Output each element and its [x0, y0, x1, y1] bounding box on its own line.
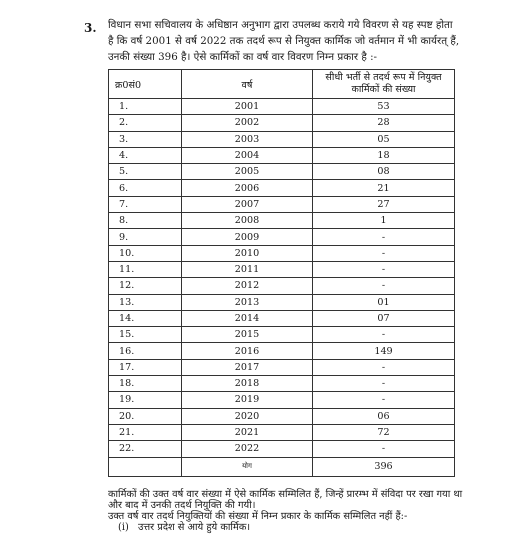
table-row: [109, 115, 455, 131]
table-row: [109, 392, 455, 408]
table-row: [109, 310, 455, 326]
header-year: वर्ष: [182, 70, 313, 99]
row-serial-number: 22.: [109, 441, 182, 457]
intro-line: विधान सभा सचिवालय के अधिष्ठान अनुभाग द्वारा उपलब्ध कराये गये विवरण से यह स्पष्ट होता: [108, 19, 453, 31]
table-row: [109, 245, 455, 261]
table-row: [109, 424, 455, 440]
row-count: 05: [313, 131, 455, 147]
row-count: 07: [313, 310, 455, 326]
table-row: [109, 164, 455, 180]
row-serial-number: 19.: [109, 392, 182, 408]
row-year: 2013: [182, 294, 313, 310]
intro-paragraph: [108, 17, 468, 65]
row-serial-number: 13.: [109, 294, 182, 310]
row-year: 2012: [182, 278, 313, 294]
table-row: [109, 196, 455, 212]
row-year: 2002: [182, 115, 313, 131]
row-count: 08: [313, 164, 455, 180]
row-serial-number: 3.: [109, 131, 182, 147]
row-serial-number: 8.: [109, 213, 182, 229]
table-row: [109, 99, 455, 115]
list-marker: (i): [118, 522, 129, 533]
row-count: -: [313, 245, 455, 261]
row-year: 2019: [182, 392, 313, 408]
row-serial-number: 11.: [109, 261, 182, 277]
row-count: -: [313, 278, 455, 294]
table-row: [109, 131, 455, 147]
row-year: 2009: [182, 229, 313, 245]
table-row: [109, 147, 455, 163]
table-row: [109, 294, 455, 310]
table-row: [109, 261, 455, 277]
row-year: 2020: [182, 408, 313, 424]
header-count-line: सीधी भर्ती से तदर्थ रूप में नियुक्त: [325, 72, 442, 83]
table-row: [109, 376, 455, 392]
row-serial-number: 9.: [109, 229, 182, 245]
row-year: 2001: [182, 99, 313, 115]
row-year: 2004: [182, 147, 313, 163]
row-count: 06: [313, 408, 455, 424]
row-count: -: [313, 229, 455, 245]
row-year: 2022: [182, 441, 313, 457]
footer-notes: [108, 489, 518, 533]
row-count: -: [313, 392, 455, 408]
row-count: 18: [313, 147, 455, 163]
table-row: [109, 441, 455, 457]
row-count: -: [313, 376, 455, 392]
row-serial-number: 1.: [109, 99, 182, 115]
total-label: योग: [182, 457, 313, 476]
yearwise-staff-table: [108, 69, 455, 477]
row-count: 21: [313, 180, 455, 196]
row-serial-number: 6.: [109, 180, 182, 196]
total-value: 396: [313, 457, 455, 476]
intro-line: उनकी संख्या 396 है। ऐसे कार्मिकों का वर्ष वार विवरण निम्न प्रकार है :-: [108, 51, 378, 63]
row-serial-number: 16.: [109, 343, 182, 359]
table-row: [109, 359, 455, 375]
row-serial-number: 2.: [109, 115, 182, 131]
row-serial-number: 12.: [109, 278, 182, 294]
table-row: [109, 180, 455, 196]
table-header-row: [109, 70, 455, 99]
row-count: 53: [313, 99, 455, 115]
total-empty-cell: [109, 457, 182, 476]
header-count-line: कार्मिकों की संख्या: [351, 84, 416, 95]
row-count: 27: [313, 196, 455, 212]
footer-list-item: [108, 522, 518, 533]
intro-line: है कि वर्ष 2001 से वर्ष 2022 तक तदर्थ रूप से नियुक्त कार्मिक जो वर्तमान में भी कार्यरत् हैं,: [108, 35, 460, 47]
row-year: 2011: [182, 261, 313, 277]
table-row: [109, 408, 455, 424]
row-count: 1: [313, 213, 455, 229]
row-year: 2021: [182, 424, 313, 440]
table-row: [109, 213, 455, 229]
row-count: 149: [313, 343, 455, 359]
table-row: [109, 343, 455, 359]
row-count: 01: [313, 294, 455, 310]
row-count: -: [313, 359, 455, 375]
row-year: 2017: [182, 359, 313, 375]
row-year: 2006: [182, 180, 313, 196]
row-count: 28: [313, 115, 455, 131]
row-year: 2018: [182, 376, 313, 392]
row-count: 72: [313, 424, 455, 440]
row-year: 2005: [182, 164, 313, 180]
table-row: [109, 278, 455, 294]
row-year: 2016: [182, 343, 313, 359]
row-year: 2003: [182, 131, 313, 147]
header-serial-number: क्र0सं0: [109, 70, 182, 99]
footer-line: और बाद में उनकी तदर्थ नियुक्ति की गयी।: [108, 500, 256, 511]
row-year: 2014: [182, 310, 313, 326]
row-serial-number: 7.: [109, 196, 182, 212]
row-count: -: [313, 261, 455, 277]
total-row: [109, 457, 455, 476]
row-serial-number: 14.: [109, 310, 182, 326]
row-serial-number: 5.: [109, 164, 182, 180]
footer-line: कार्मिकों की उक्त वर्ष वार संख्या में ऐसे कार्मिक सम्मिलित हैं, जिन्हें प्रारम्भ में संविदा पर रखा गया था: [108, 489, 463, 500]
table-row: [109, 327, 455, 343]
row-year: 2008: [182, 213, 313, 229]
paragraph-number: 3.: [84, 21, 97, 35]
row-year: 2015: [182, 327, 313, 343]
row-year: 2007: [182, 196, 313, 212]
row-count: -: [313, 441, 455, 457]
row-serial-number: 20.: [109, 408, 182, 424]
row-year: 2010: [182, 245, 313, 261]
header-count: [313, 70, 455, 99]
row-serial-number: 15.: [109, 327, 182, 343]
row-serial-number: 21.: [109, 424, 182, 440]
footer-line: उक्त वर्ष वार तदर्थ नियुक्तियों की संख्या में निम्न प्रकार के कार्मिक सम्मिलित नहीं हैं:-: [108, 511, 408, 522]
row-serial-number: 4.: [109, 147, 182, 163]
row-count: -: [313, 327, 455, 343]
list-item-text: उत्तर प्रदेश से आये हुये कार्मिक।: [138, 522, 251, 533]
table-row: [109, 229, 455, 245]
row-serial-number: 17.: [109, 359, 182, 375]
row-serial-number: 10.: [109, 245, 182, 261]
row-serial-number: 18.: [109, 376, 182, 392]
